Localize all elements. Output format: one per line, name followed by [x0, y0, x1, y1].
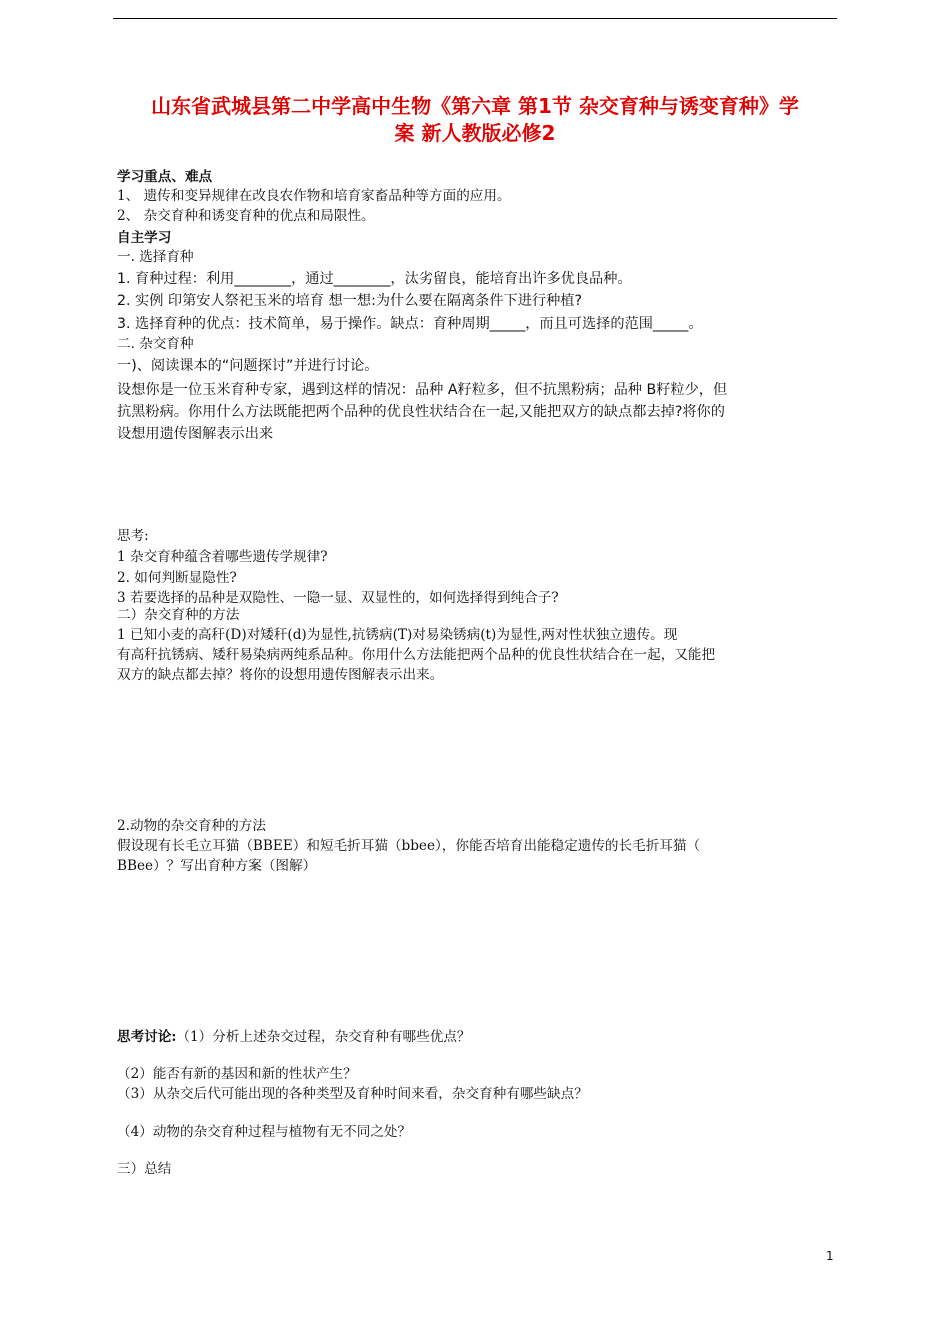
self-study-heading: 自主学习 [117, 230, 172, 246]
key-point-1: 1、 遗传和变异规律在改良农作物和培育家畜品种等方面的应用。 [117, 188, 511, 204]
think-heading: 思考: [117, 528, 149, 544]
discussion-question-1-row [117, 1028, 471, 1046]
methods-problem-2-line-2: BBee）？写出育种方案（图解） [117, 858, 317, 874]
key-point-2: 2、 杂交育种和诱变育种的优点和局限性。 [117, 208, 375, 224]
section2-question-line-3: 设想用遗传图解表示出来 [117, 426, 274, 442]
section2-question-line-1: 设想你是一位玉米育种专家，遇到这样的情况：品种 A籽粒多，但不抗黑粉病；品种 B籽粒少，但 [117, 382, 728, 398]
title-line-1: 山东省武城县第二中学高中生物《第六章 第1节 杂交育种与诱变育种》学 [151, 94, 799, 118]
section2-sub-1: 一)、阅读课本的“问题探讨”并进行讨论。 [117, 358, 379, 374]
key-points-heading: 学习重点、难点 [117, 169, 213, 185]
methods-heading: 二）杂交育种的方法 [117, 607, 240, 623]
methods-problem-1-line-1: 1 已知小麦的高秆(D)对矮秆(d)为显性,抗锈病(T)对易染锈病(t)为显性,两对性状独立遗传。现 [117, 627, 678, 643]
section1-item-1: 1. 育种过程：利用________，通过________，汰劣留良，能培育出许多优良品种。 [117, 271, 632, 287]
section1-item-3: 3. 选择育种的优点：技术简单，易于操作。缺点：育种周期_____，而且可选择的范围_____。 [117, 316, 703, 332]
section1-item-2: 2. 实例 印第安人祭祀玉米的培育 想一想:为什么要在隔离条件下进行种植? [117, 293, 583, 309]
title-line-2: 案 新人教版必修2 [394, 121, 556, 145]
discussion-label: 思考讨论: [117, 1029, 177, 1045]
methods-problem-1-line-3: 双方的缺点都去掉？将你的设想用遗传图解表示出来。 [117, 667, 444, 683]
page-number: 1 [826, 1249, 834, 1263]
header-rule [113, 18, 837, 19]
discussion-question-1: （1）分析上述杂交过程，杂交育种有哪些优点？ [176, 1029, 471, 1045]
discussion-question-4: （4）动物的杂交育种过程与植物有无不同之处？ [117, 1124, 412, 1140]
document-title [110, 93, 840, 147]
discussion-question-2: （2）能否有新的基因和新的性状产生？ [117, 1066, 357, 1082]
think-question-3: 3 若要选择的品种是双隐性、一隐一显、双显性的，如何选择得到纯合子? [117, 590, 559, 606]
methods-problem-2-heading: 2.动物的杂交育种的方法 [117, 818, 266, 834]
section2-question-line-2: 抗黑粉病。你用什么方法既能把两个品种的优良性状结合在一起,又能把双方的缺点都去掉?将你的 [117, 404, 725, 420]
think-question-2: 2. 如何判断显隐性? [117, 570, 237, 586]
discussion-question-3: （3）从杂交后代可能出现的各种类型及育种时间来看，杂交育种有哪些缺点？ [117, 1086, 588, 1102]
methods-problem-1-line-2: 有高秆抗锈病、矮秆易染病两纯系品种。你用什么方法能把两个品种的优良性状结合在一起，又能把 [117, 647, 716, 663]
think-question-1: 1 杂交育种蕴含着哪些遗传学规律? [117, 549, 328, 565]
summary-heading: 三）总结 [117, 1161, 172, 1177]
methods-problem-2-line-1: 假设现有长毛立耳猫（BBEE）和短毛折耳猫（bbee），你能否培育出能稳定遗传的长毛折耳猫（ [117, 838, 701, 854]
section2-title: 二. 杂交育种 [117, 336, 194, 352]
section1-title: 一. 选择育种 [117, 249, 194, 265]
